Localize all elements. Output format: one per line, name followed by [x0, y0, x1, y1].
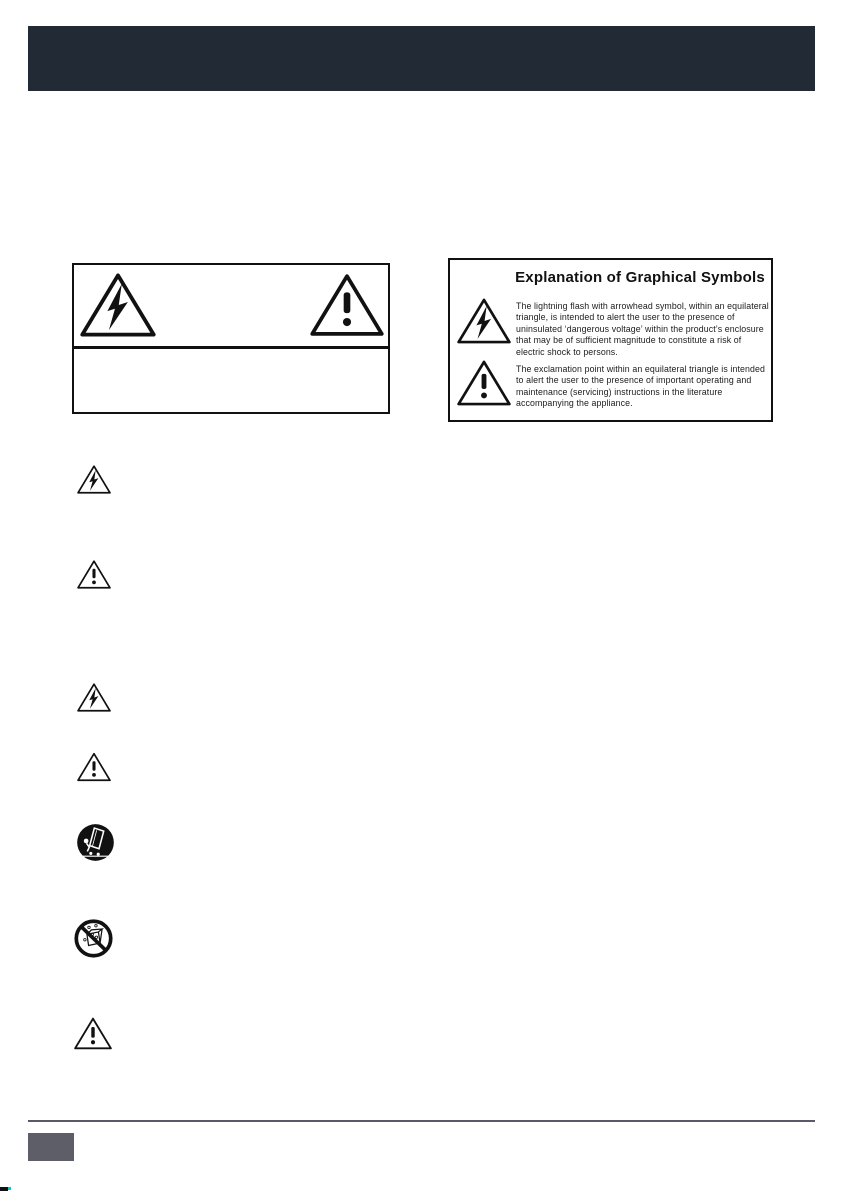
no-liquids-icon — [73, 918, 114, 959]
caution-symbol-box — [72, 263, 390, 414]
exclamation-triangle-icon — [457, 358, 511, 408]
explanation-text-exclamation: The exclamation point within an equilateral triangle is intended to alert the user to the presence of important operating and maintenance (servicing) instructions in the literature accompanying the appliance. — [516, 364, 765, 409]
exclamation-triangle-icon — [74, 1016, 112, 1051]
cart-tip-warning-icon — [76, 823, 115, 862]
caution-symbol-box-lower — [74, 349, 388, 412]
caution-symbol-box-upper — [74, 265, 388, 349]
lightning-triangle-icon — [80, 271, 156, 339]
explanation-title: Explanation of Graphical Symbols — [515, 269, 765, 286]
lightning-triangle-icon — [457, 295, 511, 347]
exclamation-triangle-icon — [77, 559, 111, 590]
page-number-box — [28, 1133, 74, 1161]
explanation-text-lightning: The lightning flash with arrowhead symbol, within an equilateral triangle, is intended to alert the user to the presence of uninsulated ‘dangerous voltage’ within the product’s enclosure that may be of sufficient magnitude to constitute a risk of electric shock to persons. — [516, 301, 769, 357]
explanation-box — [448, 258, 773, 422]
footer-rule — [28, 1120, 815, 1122]
lightning-triangle-icon — [77, 682, 111, 713]
page-title-banner — [28, 26, 815, 91]
exclamation-triangle-icon — [310, 271, 384, 339]
exclamation-triangle-icon — [77, 751, 111, 783]
scan-artifact-cyan — [8, 1187, 11, 1190]
scan-artifact-black — [0, 1187, 8, 1191]
lightning-triangle-icon — [77, 464, 111, 495]
